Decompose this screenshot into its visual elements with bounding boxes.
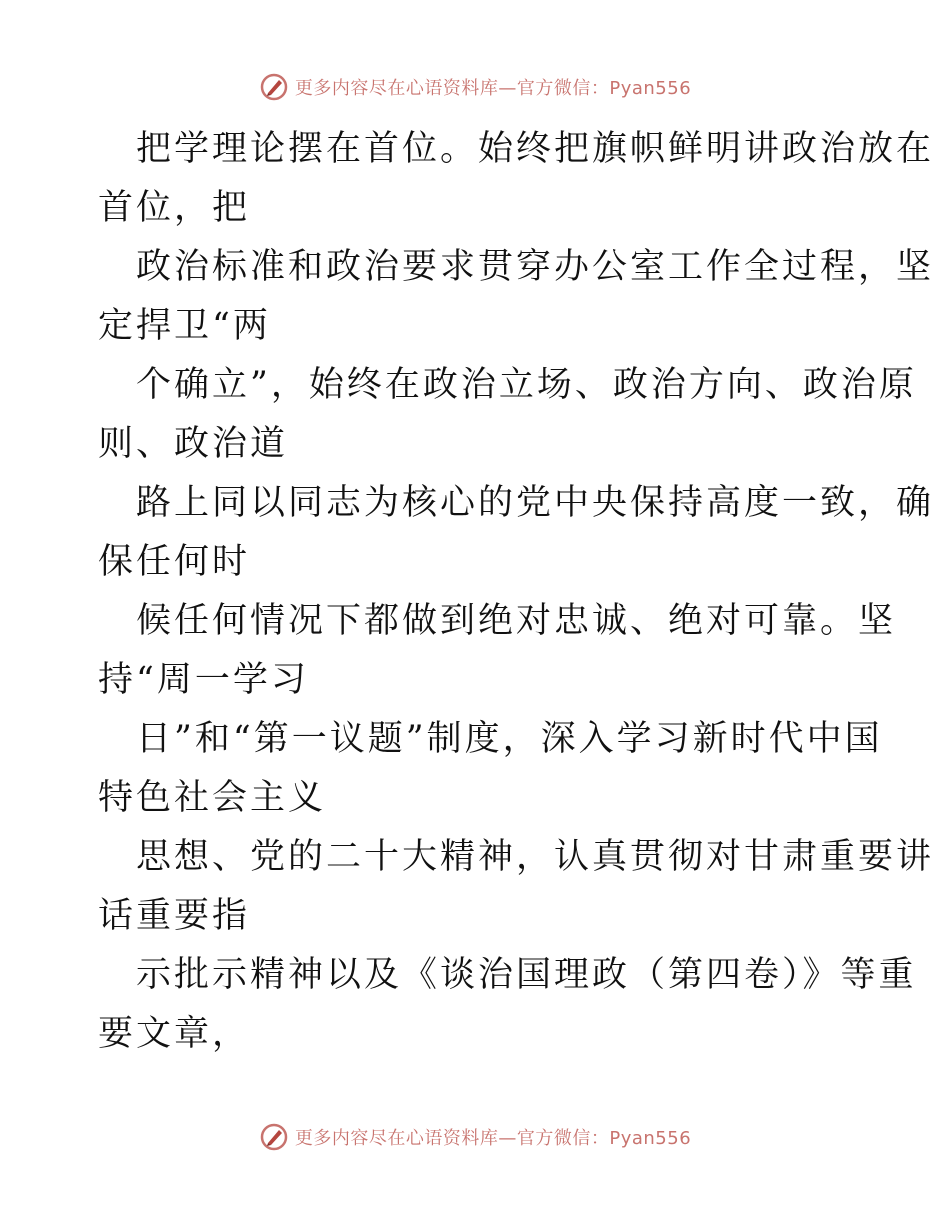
text-line: 特色社会主义 [98, 778, 327, 818]
text-line: 首位，把 [98, 188, 251, 228]
text-line: 政治标准和政治要求贯穿办公室工作全过程，坚 [136, 247, 935, 287]
text-line: 示批示精神以及《谈治国理政（第四卷）》等重 [136, 955, 917, 995]
text-line: 把学理论摆在首位。始终把旗帜鲜明讲政治放在 [136, 129, 935, 169]
watermark-text: 更多内容尽在心语资料库—官方微信：Pyan556 [294, 1128, 692, 1149]
pen-logo-icon [259, 72, 289, 102]
text-line: 日”和“第一议题”制度，深入学习新时代中国 [136, 719, 883, 759]
header-watermark [0, 72, 950, 102]
pen-logo-icon [259, 1122, 289, 1152]
text-line: 思想、党的二十大精神，认真贯彻对甘肃重要讲 [136, 837, 935, 877]
text-line: 则、政治道 [98, 424, 289, 464]
text-line: 话重要指 [98, 896, 251, 936]
text-line: 持“周一学习 [98, 660, 309, 700]
document-body [98, 120, 935, 1064]
text-line: 保任何时 [98, 542, 251, 582]
text-line: 个确立”，始终在政治立场、政治方向、政治原 [136, 365, 917, 405]
text-line: 定捍卫“两 [98, 306, 271, 346]
footer-watermark [0, 1122, 950, 1152]
text-line: 候任何情况下都做到绝对忠诚、绝对可靠。坚 [136, 601, 897, 641]
text-line: 路上同以同志为核心的党中央保持高度一致，确 [136, 483, 935, 523]
text-line: 要文章， [98, 1014, 251, 1054]
watermark-text: 更多内容尽在心语资料库—官方微信：Pyan556 [294, 78, 692, 99]
